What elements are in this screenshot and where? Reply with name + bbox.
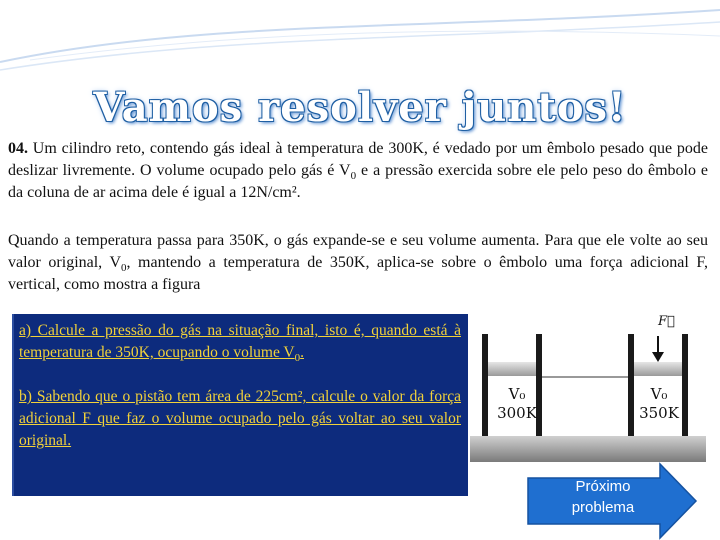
question-b[interactable]: b) Sabendo que o pistão tem área de 225cm², calcule o valor da força adicional F que faz o volume ocupado pelo gás voltar ao seu valor original.	[19, 388, 461, 449]
force-label: F⃗	[658, 314, 675, 329]
panel-edge	[12, 314, 14, 496]
problem-continuation	[8, 230, 708, 296]
right-temperature-label: 350K	[639, 404, 679, 422]
slide-heading: Vamos resolver juntos!	[93, 84, 627, 131]
problem-text-part2: e a pressão exercida sobre ele pelo peso do êmbolo e da coluna de ar acima dele é igual a 12N/cm².	[8, 162, 709, 201]
right-volume-label: V₀	[650, 385, 668, 403]
question-a-end: .	[300, 344, 304, 361]
left-cylinder-label	[492, 385, 542, 423]
problem-statement	[8, 138, 708, 204]
left-piston	[488, 362, 536, 376]
subscript-zero: 0	[121, 262, 127, 275]
right-piston	[634, 362, 682, 376]
next-problem-label: Próximo problema	[571, 478, 635, 516]
problem-text-part1: Um cilindro reto, contendo gás ideal à temperatura de 300K, é vedado por um êmbolo pesado que pode deslizar livremente. O volume ocupado pelo gás é V	[8, 140, 708, 179]
questions-panel	[12, 314, 468, 496]
force-arrow-icon	[652, 336, 664, 362]
question-a-text: a) Calcule a pressão do gás na situação final, isto é, quando está à temperatura de 350K, ocupando o volume V	[19, 322, 461, 361]
question-a[interactable]	[19, 320, 461, 364]
left-volume-label: V₀	[508, 385, 526, 403]
problem-number: 04.	[8, 140, 28, 157]
left-temperature-label: 300K	[497, 404, 537, 422]
subscript-zero: 0	[350, 170, 357, 183]
continuation-text-part1: Quando a temperatura passa para 350K, o gás expande-se e seu volume aumenta. Para que ele volte ao seu valor original, V	[8, 232, 708, 271]
continuation-text-part2: , mantendo a temperatura de 350K, aplica-se sobre o êmbolo uma força adicional F, vertical, como mostra a figura	[8, 254, 708, 293]
ground-base	[470, 436, 706, 462]
subscript-zero: 0	[294, 352, 301, 365]
next-problem-button[interactable]	[520, 462, 700, 540]
right-cylinder-label	[634, 385, 684, 423]
